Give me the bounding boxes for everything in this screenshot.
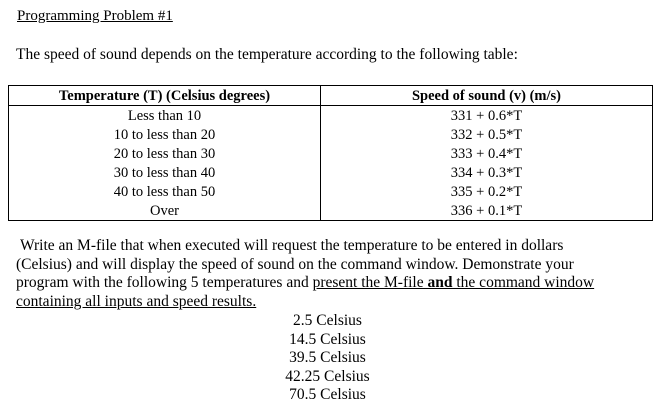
temperature-range-cell: Less than 10 (9, 106, 321, 126)
instructions-line: Write an M-file that when executed will request the temperature to be entered in dollars (20, 237, 564, 254)
intro-text: The speed of sound depends on the temperature according to the following table: (16, 46, 518, 63)
speed-formula-cell: 335 + 0.2*T (321, 182, 653, 201)
table-row (9, 182, 653, 201)
table-row (9, 144, 653, 163)
list-item: 39.5 Celsius (289, 349, 366, 366)
instructions-line: containing all inputs and speed results. (16, 292, 257, 310)
list-item: 14.5 Celsius (289, 330, 366, 348)
speed-formula-cell: 336 + 0.1*T (321, 201, 653, 221)
temperature-range-cell: Over (9, 201, 321, 221)
speed-column-header: Speed of sound (v) (m/s) (321, 86, 653, 106)
temperature-column-header: Temperature (T) (Celsius degrees) (9, 86, 321, 106)
temperature-range-cell: 10 to less than 20 (9, 125, 321, 144)
problem-heading: Programming Problem #1 (17, 8, 173, 24)
test-temperatures-list (220, 312, 435, 405)
instructions-line (16, 274, 656, 293)
underlined-text: the command window (452, 274, 595, 291)
temperature-range-cell: 20 to less than 30 (9, 144, 321, 163)
speed-formula-cell: 333 + 0.4*T (321, 144, 653, 163)
speed-formula-cell: 331 + 0.6*T (321, 106, 653, 126)
table-header-row (9, 86, 653, 106)
instructions-text: program with the following 5 temperatures and (16, 274, 313, 291)
table-row (9, 106, 653, 126)
list-item: 70.5 Celsius (289, 386, 366, 403)
speed-of-sound-table (8, 85, 653, 221)
speed-formula-cell: 332 + 0.5*T (321, 125, 653, 144)
underlined-text: present the M-file (312, 274, 428, 291)
table-row (9, 163, 653, 182)
speed-formula-cell: 334 + 0.3*T (321, 163, 653, 182)
temperature-range-cell: 30 to less than 40 (9, 163, 321, 182)
instructions-paragraph (16, 237, 656, 311)
instructions-line: (Celsius) and will display the speed of sound on the command window. Demonstrate your (16, 255, 574, 273)
table-row (9, 125, 653, 144)
list-item: 42.25 Celsius (285, 367, 370, 385)
bold-underlined-text: and (427, 274, 453, 291)
list-item: 2.5 Celsius (293, 312, 362, 329)
table-row (9, 201, 653, 221)
temperature-range-cell: 40 to less than 50 (9, 182, 321, 201)
